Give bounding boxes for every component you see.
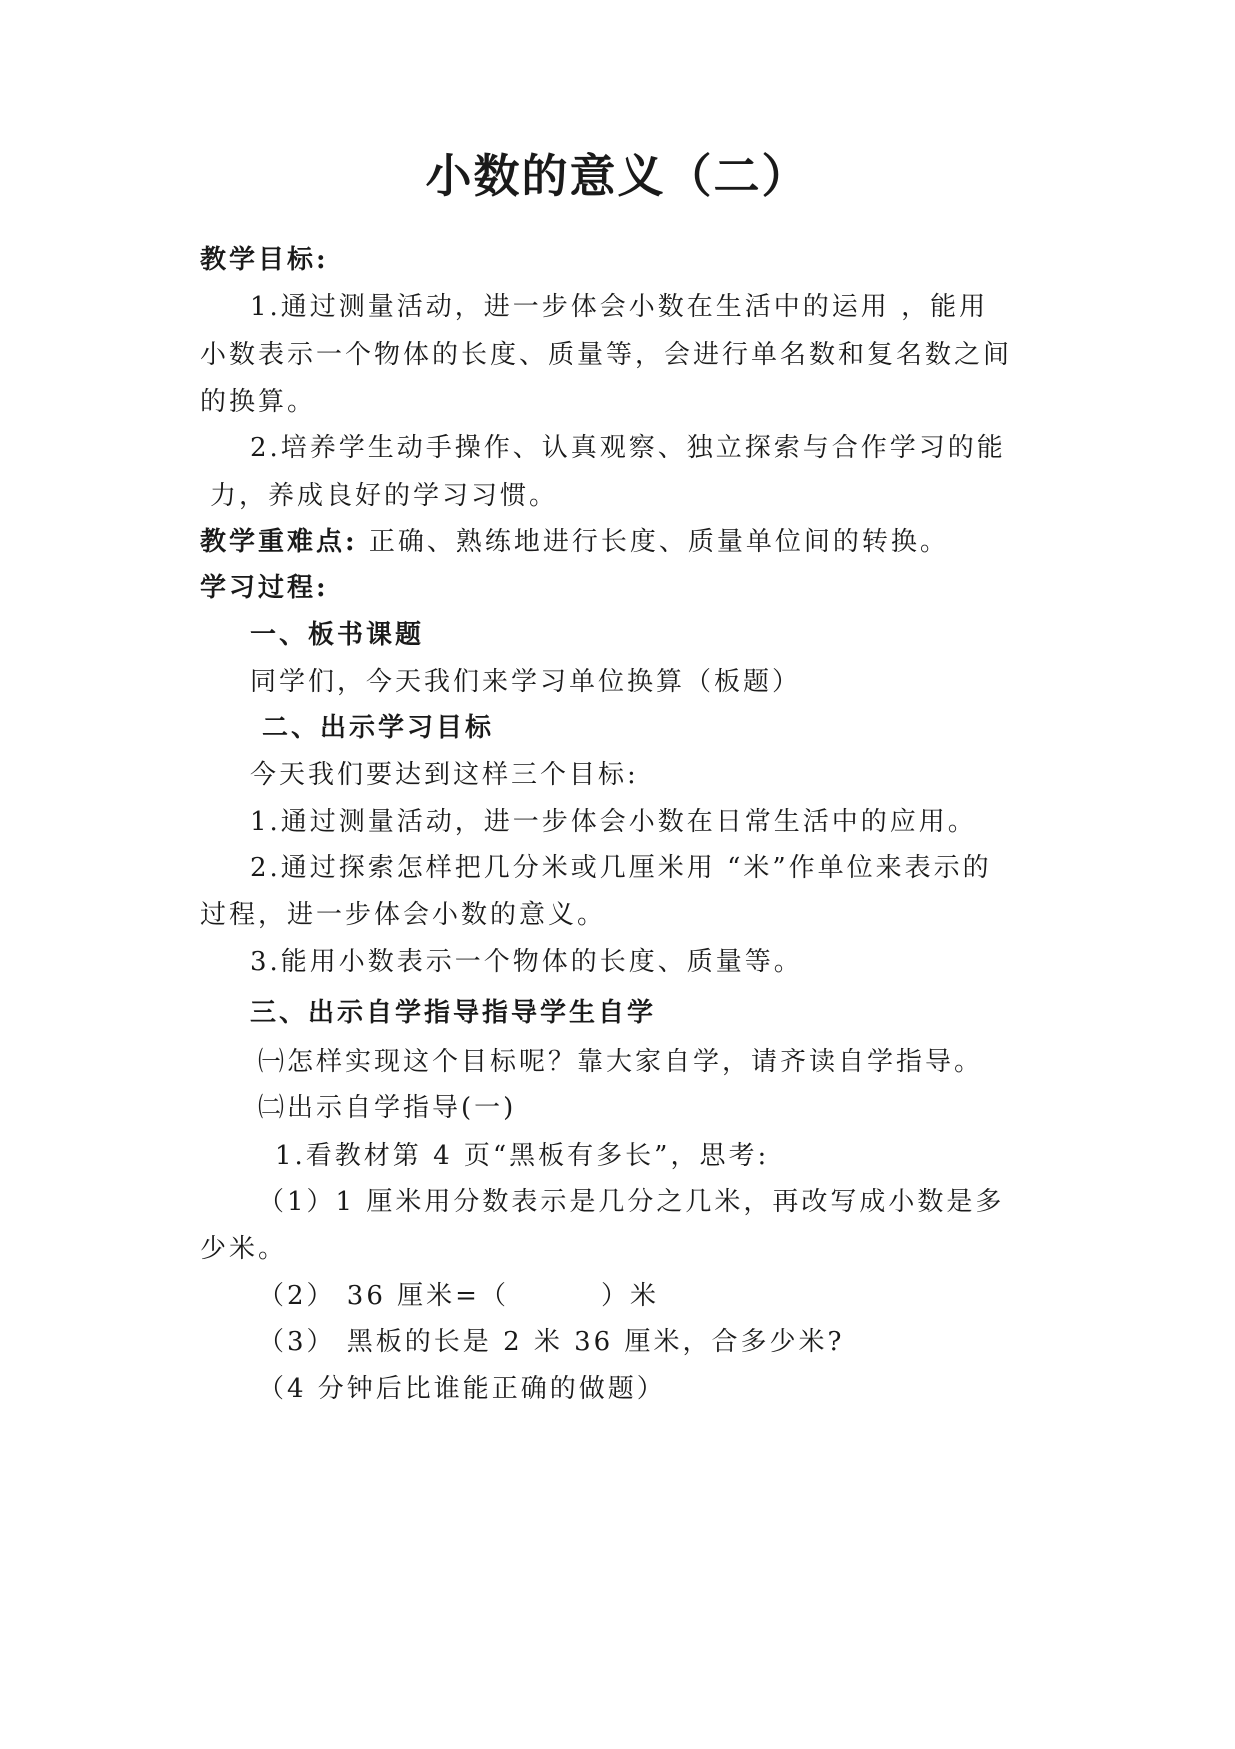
question-3: （3） 黑板的长是 2 米 36 厘米，合多少米? xyxy=(258,1327,845,1357)
section-3-paragraph-1: ㈠怎样实现这个目标呢？靠大家自学，请齐读自学指导。 xyxy=(258,1047,984,1077)
section-2-heading: 二、出示学习目标 xyxy=(262,713,495,743)
key-points-line xyxy=(200,522,949,562)
section-1-text: 同学们，今天我们来学习单位换算（板题） xyxy=(250,667,802,697)
goal-1-line-3: 的换算。 xyxy=(200,387,317,417)
process-heading: 学习过程: xyxy=(200,573,329,603)
question-2-prefix: （2） 36 厘米=（ xyxy=(258,1281,509,1311)
section-2-intro: 今天我们要达到这样三个目标: xyxy=(250,760,639,790)
goal-1-line-2: 小数表示一个物体的长度、质量等，会进行单名数和复名数之间 xyxy=(200,340,1013,370)
page-title: 小数的意义（二） xyxy=(425,149,810,203)
time-note: （4 分钟后比谁能正确的做题） xyxy=(258,1374,666,1404)
section-2-goal-2-line-1: 2.通过探索怎样把几分米或几厘米用 “米”作单位来表示的 xyxy=(250,853,992,883)
section-3-task: 1.看教材第 4 页“黑板有多长”，思考: xyxy=(275,1141,770,1171)
question-2 xyxy=(258,1276,659,1316)
section-1-heading: 一、板书课题 xyxy=(250,620,425,650)
section-3-heading: 三、出示自学指导指导学生自学 xyxy=(250,998,657,1028)
goal-2-line-2: 力，养成良好的学习习惯。 xyxy=(210,481,559,511)
question-1-line-1: （1）1 厘米用分数表示是几分之几米，再改写成小数是多 xyxy=(258,1187,1005,1217)
section-2-goal-2-line-2: 过程，进一步体会小数的意义。 xyxy=(200,900,607,930)
key-points-label: 教学重难点: xyxy=(200,527,358,557)
question-2-suffix: ）米 xyxy=(600,1281,659,1311)
goal-1-line-1: 1.通过测量活动，进一步体会小数在生活中的运用 ，能用 xyxy=(250,292,989,322)
section-3-paragraph-2: ㈡出示自学指导(一) xyxy=(258,1093,517,1123)
key-points-text: 正确、熟练地进行长度、质量单位间的转换。 xyxy=(368,527,949,557)
question-1-line-2: 少米。 xyxy=(200,1234,288,1264)
goals-heading: 教学目标: xyxy=(200,245,329,275)
section-2-goal-1: 1.通过测量活动，进一步体会小数在日常生活中的应用。 xyxy=(250,807,977,837)
goal-2-line-1: 2.培养学生动手操作、认真观察、独立探索与合作学习的能 xyxy=(250,433,1006,463)
section-2-goal-3: 3.能用小数表示一个物体的长度、质量等。 xyxy=(250,947,803,977)
